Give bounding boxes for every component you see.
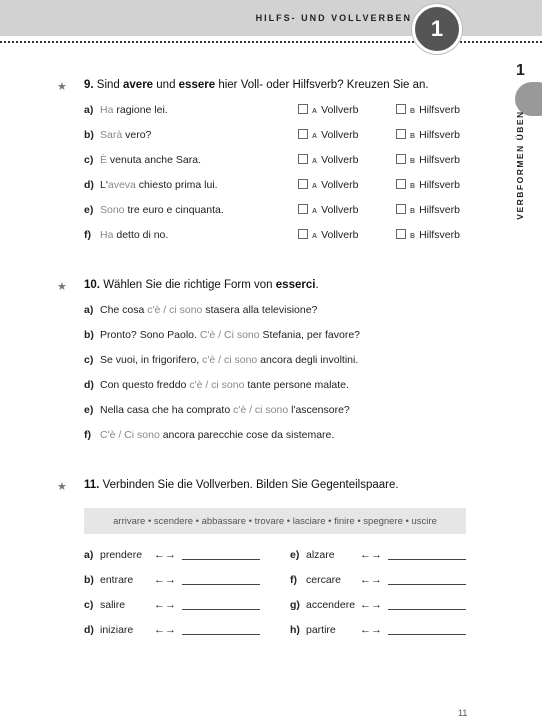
option-a-label: Vollverb	[321, 154, 359, 166]
page-number: 11	[458, 708, 468, 718]
item-text: Se vuoi, in frigorifero,	[100, 354, 203, 366]
option-letter: A	[312, 158, 318, 165]
option-letter: A	[312, 233, 318, 240]
option-letter: B	[410, 108, 416, 115]
option-letter: A	[312, 208, 318, 215]
item-label: a)	[84, 549, 94, 561]
option-b-label: Hilfsverb	[419, 154, 460, 166]
item-text: chiesto prima lui.	[135, 179, 218, 191]
item-text: Stefania, per favore?	[259, 329, 361, 341]
item-label: g)	[290, 599, 300, 611]
exercise-10-item	[84, 304, 317, 316]
item-text: tre euro e cinquanta.	[124, 204, 224, 216]
option-b[interactable]	[396, 179, 460, 191]
double-arrow-icon: ←→	[360, 549, 382, 561]
pair-item	[290, 624, 466, 636]
highlighted-verb: Sarà	[100, 129, 123, 141]
pair-item	[290, 574, 466, 586]
side-section-label: VERBFORMEN ÜBEN	[515, 110, 525, 220]
option-b-label: Hilfsverb	[419, 229, 460, 241]
pair-item	[84, 599, 260, 611]
option-b-label: Hilfsverb	[419, 204, 460, 216]
option-a[interactable]	[298, 179, 358, 191]
exercise-9-item	[84, 129, 151, 141]
answer-blank[interactable]	[388, 559, 466, 560]
item-label: c)	[84, 599, 94, 611]
answer-blank[interactable]	[388, 584, 466, 585]
item-label: e)	[84, 204, 94, 216]
option-a-label: Vollverb	[321, 179, 359, 191]
exercise-10-item	[84, 429, 334, 441]
exercise-10-item	[84, 379, 349, 391]
double-arrow-icon: ←→	[154, 599, 176, 611]
pair-item	[84, 574, 260, 586]
item-text: vero?	[122, 129, 152, 141]
item-label: b)	[84, 574, 94, 586]
option-letter: B	[410, 233, 416, 240]
chapter-title: HILFS- UND VOLLVERBEN	[255, 13, 412, 23]
option-b-label: Hilfsverb	[419, 179, 460, 191]
checkbox[interactable]	[298, 154, 308, 164]
checkbox[interactable]	[396, 179, 406, 189]
checkbox[interactable]	[298, 179, 308, 189]
item-text: Con questo freddo	[100, 379, 190, 391]
pair-item	[84, 624, 260, 636]
item-label: c)	[84, 354, 94, 366]
answer-blank[interactable]	[388, 609, 466, 610]
answer-blank[interactable]	[388, 634, 466, 635]
choice-options: C'è / Ci sono	[199, 329, 260, 341]
item-text: Nella casa che ha comprato	[100, 404, 234, 416]
exercise-9-item	[84, 204, 224, 216]
verb: partire	[306, 624, 336, 636]
checkbox[interactable]	[396, 129, 406, 139]
option-letter: A	[312, 108, 318, 115]
checkbox[interactable]	[298, 204, 308, 214]
option-b[interactable]	[396, 154, 460, 166]
choice-options: c'è / ci sono	[147, 304, 203, 316]
answer-blank[interactable]	[182, 634, 260, 635]
verb: salire	[100, 599, 126, 611]
item-label: b)	[84, 129, 94, 141]
option-a[interactable]	[298, 229, 358, 241]
word-bank: arrivare • scendere • abbassare • trovare • lasciare • finire • spegnere • uscire	[84, 508, 466, 534]
exercise-10-title: 10. Wählen Sie die richtige Form von esserci.	[84, 279, 319, 291]
pair-item	[290, 549, 466, 561]
item-label: e)	[84, 404, 94, 416]
item-label: a)	[84, 304, 94, 316]
double-arrow-icon: ←→	[154, 574, 176, 586]
option-a[interactable]	[298, 104, 358, 116]
exercise-11-title: 11. Verbinden Sie die Vollverben. Bilden Sie Gegenteilspaare.	[84, 479, 399, 491]
item-label: f)	[84, 429, 91, 441]
option-letter: B	[410, 158, 416, 165]
item-text: L'	[100, 179, 108, 191]
item-label: e)	[290, 549, 300, 561]
exercise-9-item	[84, 104, 168, 116]
option-a-label: Vollverb	[321, 204, 359, 216]
checkbox[interactable]	[396, 104, 406, 114]
checkbox[interactable]	[396, 204, 406, 214]
chapter-badge: 1	[412, 4, 462, 54]
item-text: ancora parecchie cose da sistemare.	[159, 429, 335, 441]
choice-options: c'è / ci sono	[202, 354, 258, 366]
item-label: b)	[84, 329, 94, 341]
double-arrow-icon: ←→	[360, 624, 382, 636]
option-letter: A	[312, 133, 318, 140]
double-arrow-icon: ←→	[360, 574, 382, 586]
exercise-9-item	[84, 179, 218, 191]
verb: iniziare	[100, 624, 134, 636]
item-label: d)	[84, 379, 94, 391]
pair-item	[84, 549, 260, 561]
verb: prendere	[100, 549, 143, 561]
item-text: ragione lei.	[113, 104, 168, 116]
verb: cercare	[306, 574, 342, 586]
option-a[interactable]	[298, 129, 358, 141]
verb: alzare	[306, 549, 335, 561]
double-arrow-icon: ←→	[360, 599, 382, 611]
exercise-9-title: 9. Sind avere und essere hier Voll- oder Hilfsverb? Kreuzen Sie an.	[84, 79, 429, 91]
option-letter: B	[410, 183, 416, 190]
highlighted-verb: Sono	[100, 204, 125, 216]
option-a[interactable]	[298, 154, 358, 166]
item-text: tante persone malate.	[244, 379, 349, 391]
item-label: d)	[84, 624, 94, 636]
exercise-9-item	[84, 154, 201, 166]
header-divider	[0, 41, 542, 43]
option-letter: B	[410, 133, 416, 140]
option-b[interactable]	[396, 129, 460, 141]
exercise-10-item	[84, 404, 350, 416]
item-label: c)	[84, 154, 94, 166]
item-text: Pronto? Sono Paolo.	[100, 329, 200, 341]
answer-blank[interactable]	[182, 609, 260, 610]
highlighted-verb: È	[100, 154, 108, 166]
difficulty-star-icon: ★	[57, 281, 67, 293]
exercise-9-item	[84, 229, 168, 241]
item-text: venuta anche Sara.	[107, 154, 201, 166]
option-b[interactable]	[396, 104, 460, 116]
item-text: stasera alla televisione?	[202, 304, 318, 316]
pair-item	[290, 599, 466, 611]
option-letter: B	[410, 208, 416, 215]
option-b[interactable]	[396, 204, 460, 216]
option-a-label: Vollverb	[321, 104, 359, 116]
option-letter: A	[312, 183, 318, 190]
difficulty-star-icon: ★	[57, 481, 67, 493]
difficulty-star-icon: ★	[57, 81, 67, 93]
highlighted-verb: aveva	[107, 179, 136, 191]
answer-blank[interactable]	[182, 584, 260, 585]
item-label: f)	[290, 574, 297, 586]
checkbox[interactable]	[298, 104, 308, 114]
checkbox[interactable]	[298, 229, 308, 239]
item-label: d)	[84, 179, 94, 191]
verb: entrare	[100, 574, 134, 586]
option-a[interactable]	[298, 204, 358, 216]
item-text: Che cosa	[100, 304, 148, 316]
item-label: a)	[84, 104, 94, 116]
exercise-number: 9.	[84, 79, 94, 91]
checkbox[interactable]	[396, 229, 406, 239]
answer-blank[interactable]	[182, 559, 260, 560]
checkbox[interactable]	[298, 129, 308, 139]
verb: accendere	[306, 599, 356, 611]
option-a-label: Vollverb	[321, 129, 359, 141]
option-b-label: Hilfsverb	[419, 104, 460, 116]
highlighted-verb: Ha	[100, 104, 114, 116]
choice-options: C'è / Ci sono	[100, 429, 160, 441]
option-b-label: Hilfsverb	[419, 129, 460, 141]
exercise-10-item	[84, 329, 360, 341]
exercise-10-item	[84, 354, 358, 366]
checkbox[interactable]	[396, 154, 406, 164]
highlighted-verb: Ha	[100, 229, 114, 241]
choice-options: c'è / ci sono	[189, 379, 245, 391]
option-a-label: Vollverb	[321, 229, 359, 241]
choice-options: c'è / ci sono	[233, 404, 289, 416]
item-text: detto di no.	[113, 229, 169, 241]
item-label: f)	[84, 229, 91, 241]
double-arrow-icon: ←→	[154, 549, 176, 561]
item-label: h)	[290, 624, 300, 636]
option-b[interactable]	[396, 229, 460, 241]
double-arrow-icon: ←→	[154, 624, 176, 636]
item-text: ancora degli involtini.	[257, 354, 359, 366]
item-text: l'ascensore?	[288, 404, 350, 416]
side-chapter-number: 1	[516, 62, 525, 79]
